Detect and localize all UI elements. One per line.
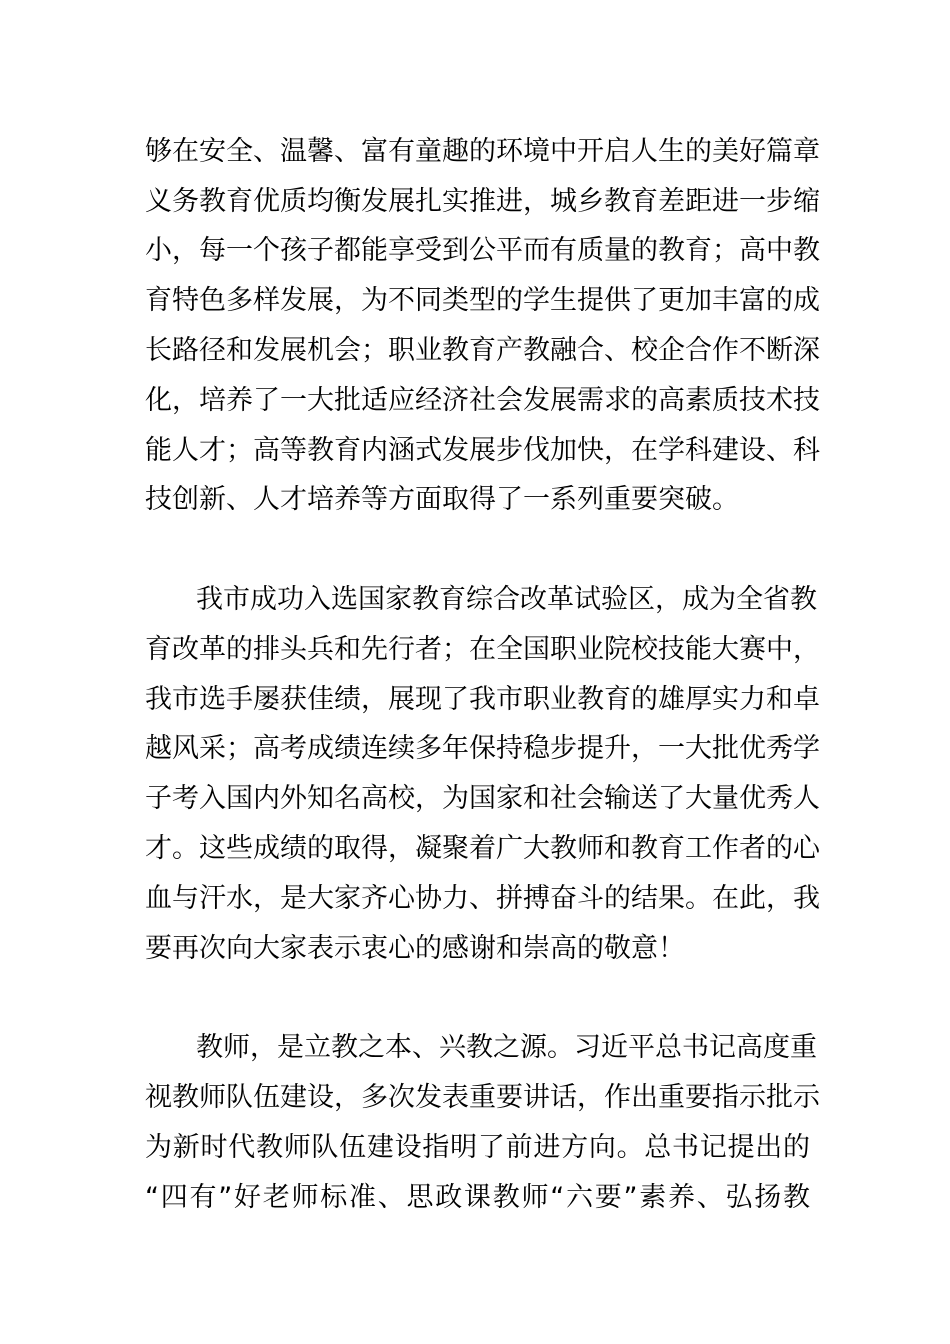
paragraph-3-line-4: “四有”好老师标准、思政课教师“六要”素养、弘扬教 [145, 1182, 810, 1213]
paragraph-2-line-5: 子考入国内外知名高校，为国家和社会输送了大量优秀人 [145, 783, 820, 814]
paragraph-2-line-3: 我市选手屡获佳绩，展现了我市职业教育的雄厚实力和卓 [145, 684, 820, 715]
paragraph-2-line-8: 要再次向大家表示衷心的感谢和崇高的敬意！ [145, 933, 685, 964]
paragraph-2-line-6: 才。这些成绩的取得，凝聚着广大教师和教育工作者的心 [145, 833, 820, 864]
paragraph-2-line-7: 血与汗水，是大家齐心协力、拼搏奋斗的结果。在此，我 [145, 883, 820, 914]
paragraph-1-line-3: 小，每一个孩子都能享受到公平而有质量的教育；高中教 [145, 235, 820, 266]
paragraph-3-line-2: 视教师队伍建设，多次发表重要讲话，作出重要指示批示 [145, 1082, 820, 1113]
paragraph-1-line-5: 长路径和发展机会；职业教育产教融合、校企合作不断深 [145, 335, 820, 366]
paragraph-1-line-6: 化，培养了一大批适应经济社会发展需求的高素质技术技 [145, 385, 820, 416]
paragraph-1-line-4: 育特色多样发展，为不同类型的学生提供了更加丰富的成 [145, 285, 820, 316]
paragraph-3-line-1: 教师，是立教之本、兴教之源。习近平总书记高度重 [196, 1032, 817, 1063]
paragraph-2-line-1: 我市成功入选国家教育综合改革试验区，成为全省教 [196, 584, 817, 615]
paragraph-1-line-7: 能人才；高等教育内涵式发展步伐加快，在学科建设、科 [145, 435, 820, 466]
paragraph-2-line-2: 育改革的排头兵和先行者；在全国职业院校技能大赛中， [145, 634, 820, 665]
paragraph-1-line-2: 义务教育优质均衡发展扎实推进，城乡教育差距进一步缩 [145, 186, 820, 217]
paragraph-2-line-4: 越风采；高考成绩连续多年保持稳步提升，一大批优秀学 [145, 733, 820, 764]
paragraph-1-line-8: 技创新、人才培养等方面取得了一系列重要突破。 [145, 484, 739, 515]
paragraph-1-line-1: 够在安全、温馨、富有童趣的环境中开启人生的美好篇章 [145, 136, 820, 167]
paragraph-3-line-3: 为新时代教师队伍建设指明了前进方向。总书记提出的 [145, 1132, 810, 1163]
